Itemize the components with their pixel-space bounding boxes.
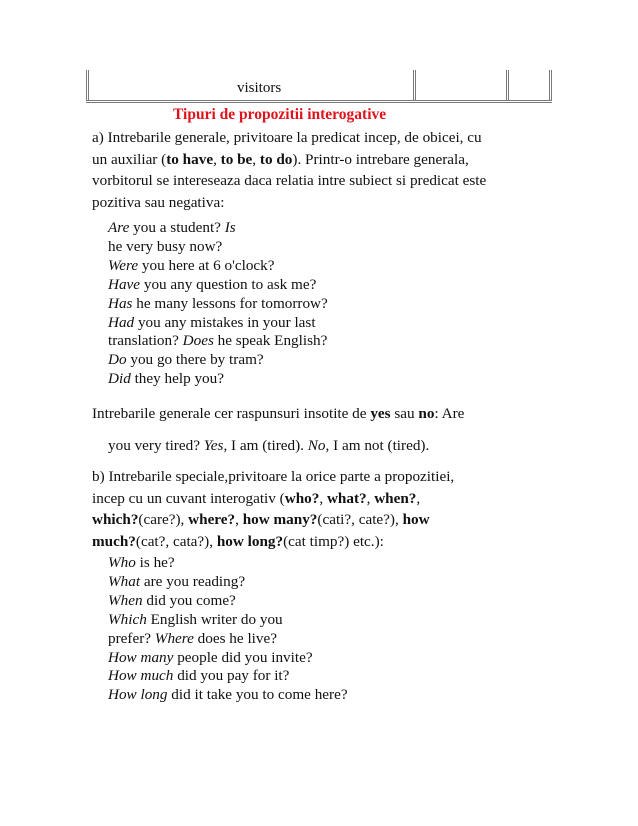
text-run: does he live? (193, 629, 277, 647)
text-run: sau (390, 405, 419, 422)
text-run: a) Intrebarile generale, privitoare la predicat incep, de obicei, cu (92, 129, 482, 146)
italic-term: How many (108, 648, 174, 666)
text-line (92, 149, 542, 171)
text-run: is he? (135, 554, 175, 571)
bold-term: no (418, 405, 435, 422)
italic-term: Are (108, 219, 130, 236)
text-run: , I am not (tired). (325, 437, 430, 454)
bold-term: to be (220, 150, 253, 168)
text-run: you any mistakes in your last (134, 313, 316, 331)
text-line (108, 295, 328, 314)
text-run: you go there by tram? (126, 351, 264, 369)
text-run: , (416, 489, 421, 507)
italic-term: Where (154, 629, 194, 647)
italic-term: Do (108, 351, 127, 369)
text-run: (cat timp?) etc.): (283, 532, 384, 550)
text-line (92, 466, 542, 488)
text-run: (cati?, cate?), (317, 511, 403, 528)
text-line (108, 370, 328, 389)
text-line (92, 488, 542, 510)
text-line (108, 649, 348, 668)
italic-term: Yes (203, 437, 224, 454)
text-line (92, 531, 542, 553)
bold-term: much? (92, 532, 136, 550)
text-line (108, 219, 328, 238)
text-line (108, 257, 328, 276)
text-run: pozitiva sau negativa: (92, 193, 225, 211)
text-run: you very tired? (108, 437, 204, 454)
text-line (108, 573, 348, 592)
text-line (108, 332, 328, 351)
text-run: did you pay for it? (173, 667, 290, 685)
text-run: English writer do you (146, 610, 283, 628)
bold-term: when? (374, 489, 417, 507)
italic-term: Who (108, 554, 136, 571)
italic-term: Which (108, 610, 147, 628)
italic-term: How much (108, 667, 174, 685)
text-run: translation? (108, 332, 183, 350)
bold-term: to do (259, 150, 293, 168)
text-run: (care?), (138, 511, 189, 528)
text-run: you any question to ask me? (140, 275, 317, 293)
text-line (92, 127, 542, 149)
table-fragment (86, 70, 552, 103)
examples-b-list (108, 554, 348, 705)
italic-term: Has (108, 294, 133, 312)
text-run: Intrebarile generale cer raspunsuri insotite de (92, 405, 371, 422)
text-run: they help you? (130, 370, 224, 388)
text-line (108, 686, 348, 705)
italic-term: Had (108, 313, 135, 331)
italic-term: Have (108, 275, 141, 293)
italic-term: Is (224, 219, 236, 236)
text-run: ). Printr-o intrebare generala, (292, 150, 469, 168)
text-line (108, 630, 348, 649)
text-run: , (366, 489, 375, 507)
text-run: incep cu un cuvant interogativ ( (92, 489, 285, 507)
bold-term: how many? (242, 511, 318, 528)
text-run: b) Intrebarile speciale,privitoare la orice parte a propozitiei, (92, 468, 455, 485)
italic-term: What (108, 572, 141, 590)
italic-term: When (108, 591, 143, 609)
bold-term: which? (92, 511, 139, 528)
text-run: he speak English? (213, 332, 328, 350)
bold-term: how long? (216, 532, 284, 550)
answers-example (108, 437, 429, 455)
text-run: , (213, 150, 221, 168)
text-run: , (319, 489, 327, 507)
bold-term: how (402, 511, 430, 528)
bold-term: to have (166, 150, 214, 168)
bold-term: where? (188, 511, 236, 528)
text-run: he very busy now? (108, 237, 223, 255)
text-run: , (252, 150, 260, 168)
text-run: , I am (tired). (223, 437, 308, 454)
italic-term: No (307, 437, 326, 454)
text-run: vorbitorul se intereseaza daca relatia intre subiect si predicat este (92, 172, 487, 189)
italic-term: Were (108, 256, 139, 274)
answers-note (92, 405, 464, 423)
text-run: prefer? (108, 629, 155, 647)
text-run: you a student? (129, 219, 225, 236)
text-line (108, 592, 348, 611)
bold-term: who? (284, 489, 320, 507)
text-line (108, 238, 328, 257)
examples-a-list (108, 219, 328, 389)
text-run: he many lessons for tomorrow? (132, 294, 328, 312)
text-run: did it take you to come here? (167, 686, 348, 704)
text-line (92, 192, 542, 214)
italic-term: Does (182, 332, 214, 350)
text-run: un auxiliar ( (92, 150, 167, 168)
table-cell-empty (506, 70, 552, 100)
text-line (92, 509, 542, 531)
text-line (108, 314, 328, 333)
text-run: are you reading? (140, 572, 246, 590)
text-line (108, 667, 348, 686)
italic-term: Did (108, 370, 131, 388)
italic-term: How long (108, 686, 168, 704)
bold-term: what? (326, 489, 367, 507)
text-line (108, 351, 328, 370)
bold-term: yes (370, 405, 391, 422)
section-a-paragraph (92, 127, 542, 213)
text-line (108, 554, 348, 573)
text-run: : Are (434, 405, 465, 422)
table-cell-text: visitors (237, 80, 282, 96)
text-run: you here at 6 o'clock? (138, 256, 275, 274)
text-line (92, 170, 542, 192)
text-line (108, 276, 328, 295)
section-title: Tipuri de propozitii interogative (173, 106, 387, 123)
section-b-paragraph (92, 466, 542, 552)
table-cell (86, 70, 416, 100)
text-run: , (235, 511, 243, 528)
text-line (108, 611, 348, 630)
text-run: did you come? (142, 591, 236, 609)
text-run: people did you invite? (173, 648, 313, 666)
text-run: (cat?, cata?), (135, 532, 217, 550)
